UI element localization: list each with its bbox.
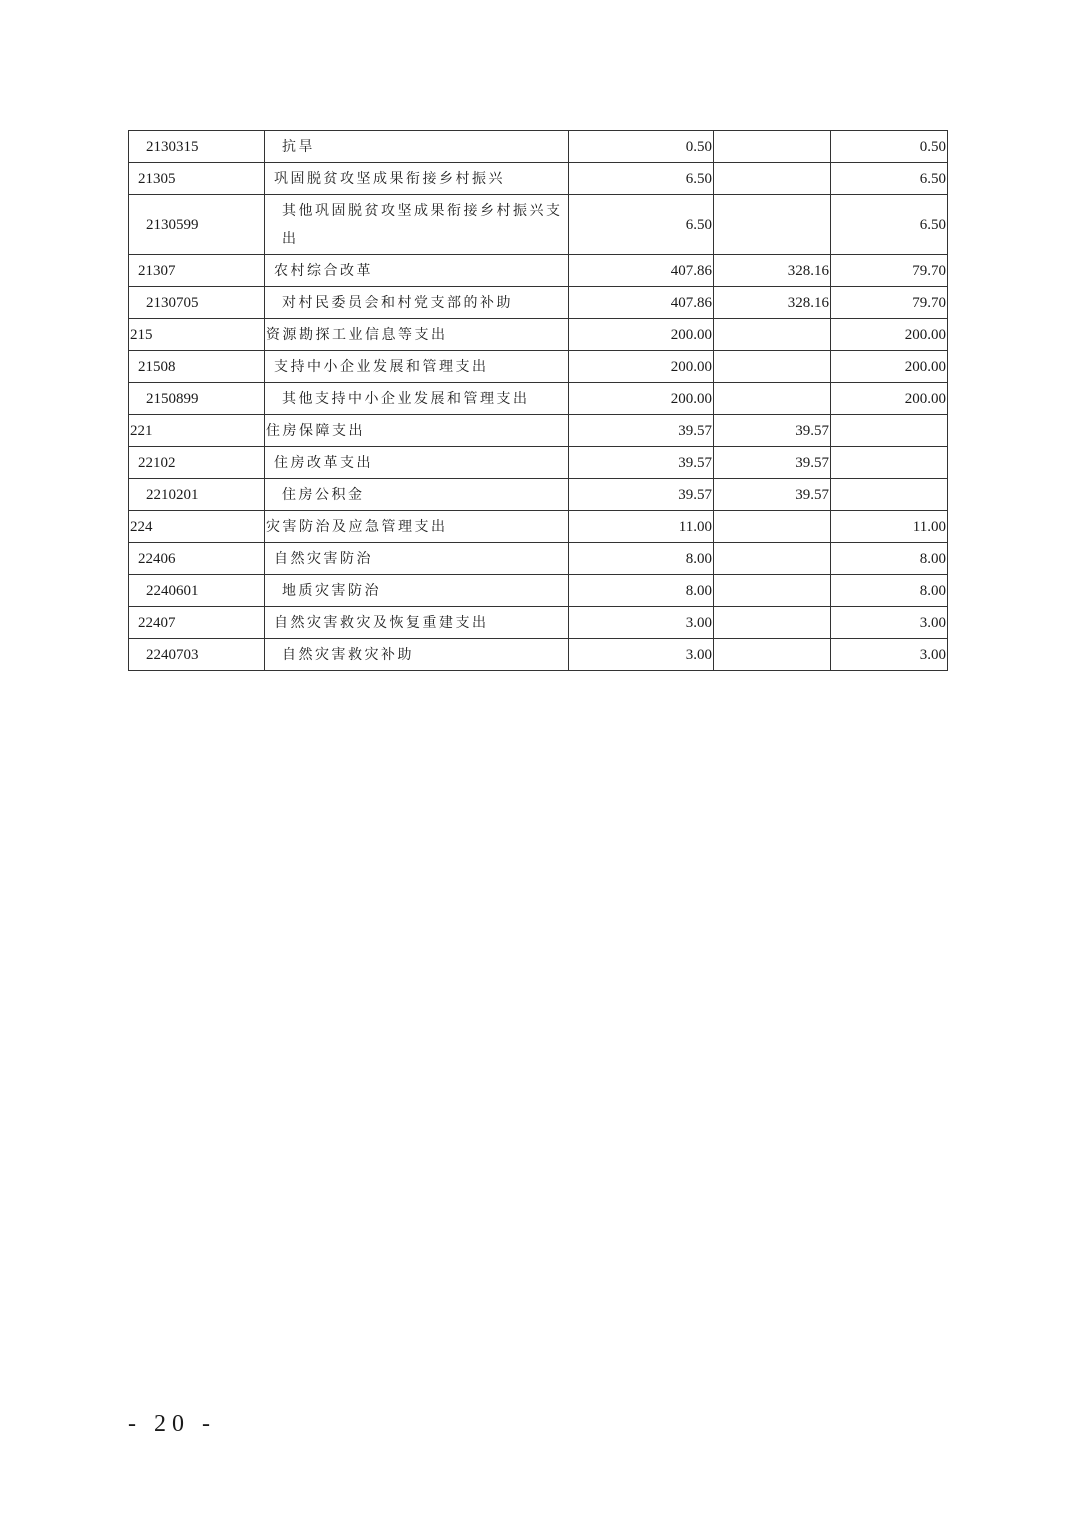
row-project: 6.50 xyxy=(831,195,948,255)
row-total: 6.50 xyxy=(569,163,714,195)
row-name: 自然灾害救灾及恢复重建支出 xyxy=(265,607,569,639)
table-row xyxy=(129,511,948,543)
row-code: 2130599 xyxy=(129,195,265,255)
row-name: 农村综合改革 xyxy=(265,255,569,287)
row-basic xyxy=(714,195,831,255)
table-row xyxy=(129,639,948,671)
row-project: 11.00 xyxy=(831,511,948,543)
row-basic xyxy=(714,319,831,351)
row-total: 3.00 xyxy=(569,607,714,639)
row-basic xyxy=(714,543,831,575)
row-total: 6.50 xyxy=(569,195,714,255)
table-row xyxy=(129,195,948,255)
row-basic xyxy=(714,511,831,543)
table-row xyxy=(129,543,948,575)
page-number: - 20 - xyxy=(128,1411,216,1437)
table-row xyxy=(129,575,948,607)
row-code: 21307 xyxy=(129,255,265,287)
row-total: 39.57 xyxy=(569,415,714,447)
row-name: 资源勘探工业信息等支出 xyxy=(265,319,569,351)
row-basic xyxy=(714,607,831,639)
row-project: 6.50 xyxy=(831,163,948,195)
row-code: 22102 xyxy=(129,447,265,479)
row-total: 0.50 xyxy=(569,131,714,163)
row-code: 22407 xyxy=(129,607,265,639)
row-project: 200.00 xyxy=(831,383,948,415)
row-code: 2240703 xyxy=(129,639,265,671)
row-code: 22406 xyxy=(129,543,265,575)
budget-table xyxy=(128,130,948,671)
row-name: 对村民委员会和村党支部的补助 xyxy=(265,287,569,319)
table-row xyxy=(129,607,948,639)
row-basic xyxy=(714,163,831,195)
row-code: 221 xyxy=(129,415,265,447)
table-row xyxy=(129,319,948,351)
table-row xyxy=(129,447,948,479)
table-row xyxy=(129,255,948,287)
row-basic xyxy=(714,131,831,163)
row-basic: 39.57 xyxy=(714,415,831,447)
row-name: 地质灾害防治 xyxy=(265,575,569,607)
row-code: 2130705 xyxy=(129,287,265,319)
row-basic xyxy=(714,351,831,383)
row-project: 8.00 xyxy=(831,543,948,575)
row-total: 407.86 xyxy=(569,287,714,319)
table-row xyxy=(129,163,948,195)
row-project: 3.00 xyxy=(831,607,948,639)
row-code: 21305 xyxy=(129,163,265,195)
row-project: 79.70 xyxy=(831,255,948,287)
row-project: 200.00 xyxy=(831,351,948,383)
row-total: 8.00 xyxy=(569,575,714,607)
row-total: 39.57 xyxy=(569,479,714,511)
row-basic: 39.57 xyxy=(714,447,831,479)
row-total: 200.00 xyxy=(569,383,714,415)
row-project xyxy=(831,415,948,447)
row-name: 自然灾害救灾补助 xyxy=(265,639,569,671)
row-basic: 328.16 xyxy=(714,287,831,319)
table-row xyxy=(129,287,948,319)
row-total: 11.00 xyxy=(569,511,714,543)
table-row xyxy=(129,383,948,415)
row-total: 200.00 xyxy=(569,351,714,383)
row-project: 0.50 xyxy=(831,131,948,163)
row-total: 3.00 xyxy=(569,639,714,671)
table-body xyxy=(129,131,948,671)
row-name: 住房保障支出 xyxy=(265,415,569,447)
row-code: 224 xyxy=(129,511,265,543)
row-name: 灾害防治及应急管理支出 xyxy=(265,511,569,543)
row-project xyxy=(831,479,948,511)
table-row xyxy=(129,351,948,383)
row-project xyxy=(831,447,948,479)
row-project: 200.00 xyxy=(831,319,948,351)
row-project: 3.00 xyxy=(831,639,948,671)
row-basic: 39.57 xyxy=(714,479,831,511)
row-code: 2210201 xyxy=(129,479,265,511)
table-row xyxy=(129,131,948,163)
row-basic xyxy=(714,383,831,415)
row-total: 8.00 xyxy=(569,543,714,575)
row-code: 2240601 xyxy=(129,575,265,607)
row-name: 住房公积金 xyxy=(265,479,569,511)
row-name: 抗旱 xyxy=(265,131,569,163)
row-code: 2130315 xyxy=(129,131,265,163)
table-row xyxy=(129,415,948,447)
row-total: 39.57 xyxy=(569,447,714,479)
row-name: 支持中小企业发展和管理支出 xyxy=(265,351,569,383)
row-code: 2150899 xyxy=(129,383,265,415)
table-row xyxy=(129,479,948,511)
row-basic xyxy=(714,639,831,671)
row-project: 8.00 xyxy=(831,575,948,607)
row-total: 407.86 xyxy=(569,255,714,287)
row-name: 自然灾害防治 xyxy=(265,543,569,575)
row-code: 215 xyxy=(129,319,265,351)
row-name: 巩固脱贫攻坚成果衔接乡村振兴 xyxy=(265,163,569,195)
row-project: 79.70 xyxy=(831,287,948,319)
row-basic xyxy=(714,575,831,607)
row-name: 其他支持中小企业发展和管理支出 xyxy=(265,383,569,415)
row-basic: 328.16 xyxy=(714,255,831,287)
row-name: 其他巩固脱贫攻坚成果衔接乡村振兴支出 xyxy=(265,195,569,255)
row-name: 住房改革支出 xyxy=(265,447,569,479)
row-code: 21508 xyxy=(129,351,265,383)
row-total: 200.00 xyxy=(569,319,714,351)
